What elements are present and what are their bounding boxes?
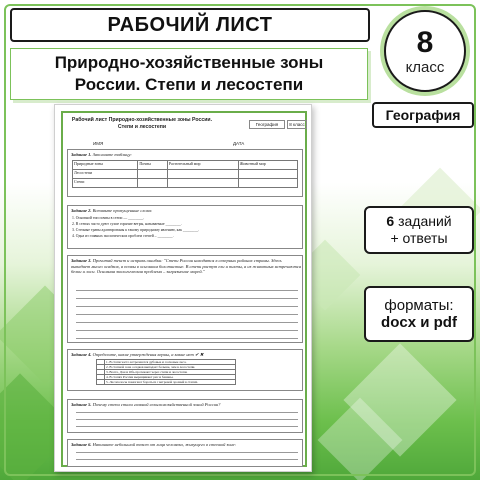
task-3 (67, 255, 303, 343)
formats-label: форматы: (384, 297, 454, 314)
table-cell[interactable] (138, 179, 167, 188)
tasks-count: 6 (386, 213, 395, 229)
task-2-line: 2. В степях часто дуют сухие горячие ветры, называемые ________. (72, 222, 182, 226)
answer-line[interactable] (76, 322, 298, 323)
table-header: Животный мир (238, 161, 297, 170)
formats-list: docx и pdf (381, 314, 457, 331)
table-row-label: Степи (73, 179, 138, 188)
task-2-line: 3. Степные травы адаптированы к такому природному явлению, как ________. (72, 228, 200, 232)
worksheet-header (67, 117, 303, 137)
task-2-line: 1. Основной тип почвы в степи — ________. (72, 216, 145, 220)
name-label: ИМЯ (93, 141, 104, 146)
table-cell[interactable] (238, 179, 297, 188)
answer-line[interactable] (76, 459, 298, 460)
answer-line[interactable] (76, 338, 298, 339)
task-3-text: Прочитай текст и исправь ошибки: "Степи России находятся в северных районах страны. Здесь выпадает много осадков, а почвы в основном болотистые. В степи растут ели и пихты, а из животных встречаются белки и лоси. Основная экологическая проблема – загрязнение морей." (71, 258, 301, 274)
formats-badge (364, 286, 474, 342)
answer-line[interactable] (76, 298, 298, 299)
tasks-badge (364, 206, 474, 254)
table-cell[interactable] (167, 179, 238, 188)
worksheet-title: Рабочий лист Природно-хозяйственные зоны России. Степи и лесостепи (71, 117, 213, 130)
statement: 2. В степной зоне осадков выпадает больше, чем в лесостепи. (105, 365, 236, 370)
grade-number: 8 (416, 25, 434, 59)
task-1 (67, 149, 303, 197)
worksheet-preview (54, 104, 312, 472)
subject-badge: География (372, 102, 474, 128)
statement: 3. Волга, Дон и Обь протекают через степи и лесостепи. (105, 370, 236, 375)
task-4 (67, 349, 303, 391)
task-4-label: Задание 4. (71, 352, 92, 357)
task-6-label: Задание 6. (71, 442, 92, 447)
task-5-text: Почему степи стали главной сельскохозяйственной зоной России? (92, 402, 221, 407)
answer-cell[interactable] (97, 380, 105, 385)
tasks-answers: + ответы (390, 230, 448, 246)
task-2-label: Задание 2. (71, 208, 92, 213)
task-4-table (96, 359, 236, 385)
tasks-word: заданий (394, 213, 452, 229)
date-label: ДАТА (233, 141, 245, 146)
task-3-label: Задание 3. (71, 258, 92, 263)
check-icon: ✔ ✖ (194, 352, 204, 357)
task-4-text: Определите, какие утверждения верны, а какие нет (92, 352, 194, 357)
task-2-text: Вставьте пропущенные слова: (92, 208, 153, 213)
answer-line[interactable] (76, 412, 298, 413)
task-2-line: 4. Одна из главных экологических проблем степей – ________. (72, 234, 174, 238)
table-row-label: Лесостепи (73, 170, 138, 179)
answer-line[interactable] (76, 290, 298, 291)
answer-line[interactable] (76, 314, 298, 315)
topic-title-box (10, 48, 368, 100)
task-6-text: Напишите небольшой текст от лица человека, живущего в степной зоне: (92, 442, 237, 447)
table-header: Почвы (138, 161, 167, 170)
table-header: Природные зоны (73, 161, 138, 170)
worksheet-grade-tag: 8 класс (287, 120, 307, 129)
task-1-label: Задание 1. (71, 152, 92, 157)
table-cell[interactable] (167, 170, 238, 179)
table-cell[interactable] (138, 170, 167, 179)
topic-title-line1: Природно-хозяйственные зоны (54, 53, 324, 72)
topic-title-line2: России. Степи и лесостепи (74, 75, 304, 94)
answer-line[interactable] (76, 419, 298, 420)
task-1-table (72, 160, 298, 188)
task-5-label: Задание 5. (71, 402, 92, 407)
task-1-text: Заполните таблицу: (92, 152, 132, 157)
task-5 (67, 399, 303, 433)
banner-title: РАБОЧИЙ ЛИСТ (10, 8, 370, 42)
statement: 1. В степи часто встречаются дубовые и сосновые леса. (105, 360, 236, 365)
worksheet-subject-tag: География (249, 120, 285, 129)
grade-label: класс (405, 58, 445, 76)
task-2 (67, 205, 303, 249)
statement: 5. Лесополосы помогают бороться с ветровой эрозией в степях. (105, 380, 236, 385)
answer-line[interactable] (76, 452, 298, 453)
grade-circle (384, 10, 466, 92)
task-6 (67, 439, 303, 467)
statement: 4. В степях России выращивают рис и бананы. (105, 375, 236, 380)
table-header: Растительный мир (167, 161, 238, 170)
answer-line[interactable] (76, 330, 298, 331)
table-cell[interactable] (238, 170, 297, 179)
answer-line[interactable] (76, 426, 298, 427)
answer-line[interactable] (76, 306, 298, 307)
